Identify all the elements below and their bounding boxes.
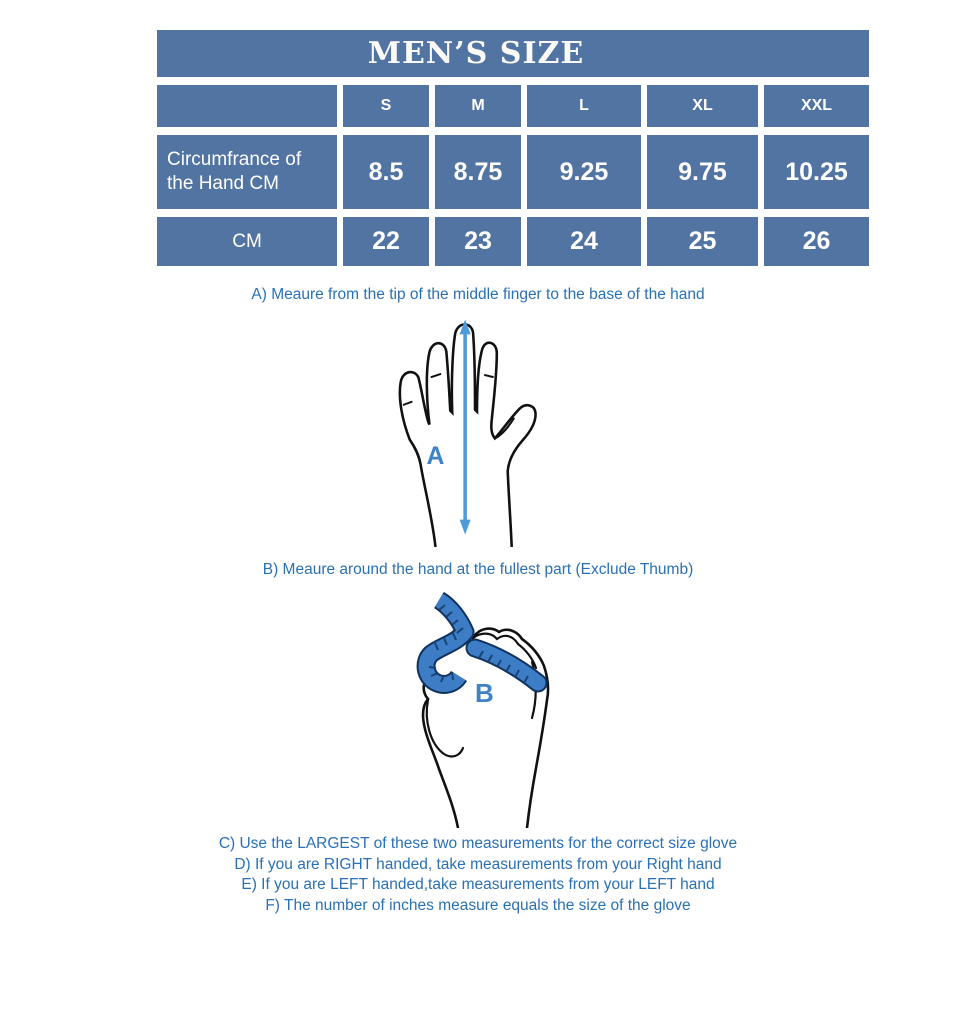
size-col-xl: XL bbox=[647, 85, 758, 127]
instruction-a: A) Meaure from the tip of the middle finger to the base of the hand bbox=[251, 286, 705, 303]
fist-illustration bbox=[382, 588, 604, 833]
row-label-cm: CM bbox=[157, 217, 337, 266]
instruction-f: F) The number of inches measure equals the size of the glove bbox=[265, 896, 691, 914]
fist-svg bbox=[382, 588, 604, 828]
cm-value-xxl: 26 bbox=[764, 217, 869, 266]
mens-size-table bbox=[157, 30, 869, 266]
open-hand-svg bbox=[373, 313, 581, 547]
circumference-value-xxl: 10.25 bbox=[764, 135, 869, 209]
cm-value-xl: 25 bbox=[647, 217, 758, 266]
instruction-b: B) Meaure around the hand at the fullest part (Exclude Thumb) bbox=[262, 561, 694, 578]
circumference-value-l: 9.25 bbox=[527, 135, 641, 209]
size-col-xxl: XXL bbox=[764, 85, 869, 127]
open-hand-illustration bbox=[373, 313, 581, 552]
instructions-c-to-f bbox=[0, 834, 956, 916]
table-title: MEN’S SIZE bbox=[157, 30, 869, 77]
circumference-value-xl: 9.75 bbox=[647, 135, 758, 209]
size-col-l: L bbox=[527, 85, 641, 127]
cm-value-m: 23 bbox=[435, 217, 521, 266]
circumference-value-m: 8.75 bbox=[435, 135, 521, 209]
cm-value-s: 22 bbox=[343, 217, 429, 266]
instruction-d: D) If you are RIGHT handed, take measurements from your Right hand bbox=[234, 855, 722, 873]
size-col-m: M bbox=[435, 85, 521, 127]
instruction-c: C) Use the LARGEST of these two measurements for the correct size glove bbox=[218, 835, 738, 852]
instruction-e: E) If you are LEFT handed,take measurements from your LEFT hand bbox=[241, 876, 715, 893]
row-label-circumference: Circumfrance of the Hand CM bbox=[157, 135, 337, 209]
circumference-value-s: 8.5 bbox=[343, 135, 429, 209]
cm-value-l: 24 bbox=[527, 217, 641, 266]
marker-a-label: A bbox=[426, 443, 445, 471]
size-col-s: S bbox=[343, 85, 429, 127]
marker-b-label: B bbox=[475, 678, 494, 708]
hand-outline bbox=[400, 324, 536, 546]
table-corner-cell bbox=[157, 85, 337, 127]
